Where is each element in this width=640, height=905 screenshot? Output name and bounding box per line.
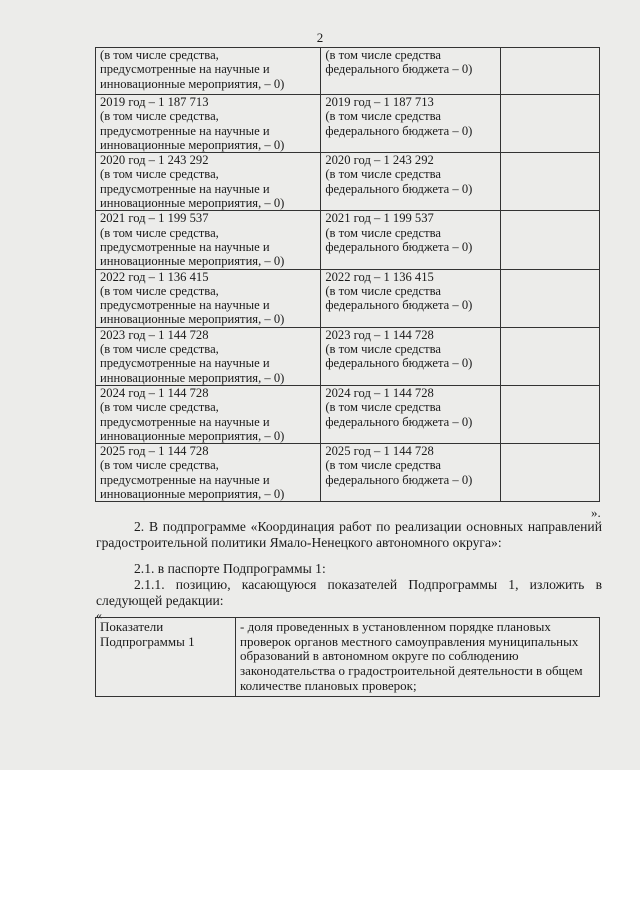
cell-line: 2019 год – 1 187 713 bbox=[100, 95, 209, 109]
cell-line: 2020 год – 1 243 292 bbox=[325, 153, 434, 168]
paragraph-2-1-1: 2.1.1. позицию, касающуюся показателей Подпрограммы 1, изложить в следующей редакции: bbox=[96, 577, 602, 608]
cell-line: инновационные мероприятия, – 0) bbox=[100, 487, 285, 502]
cell-total-funding bbox=[96, 153, 321, 211]
cell-line: федерального бюджета – 0) bbox=[325, 414, 473, 429]
cell-line: (в том числе средства, bbox=[100, 458, 219, 473]
paragraph-subprogram-2: 2. В подпрограмме «Координация работ по реализации основных направлений градостроительной политики Ямало-Ненецкого автономного округа»: bbox=[96, 519, 602, 550]
cell-line: 2024 год – 1 144 728 bbox=[325, 385, 434, 400]
table-row bbox=[96, 211, 600, 269]
cell-line: инновационные мероприятия, – 0) bbox=[100, 137, 285, 152]
cell-line: инновационные мероприятия, – 0) bbox=[100, 428, 285, 443]
indicator-label: Показатели Подпрограммы 1 bbox=[96, 618, 236, 697]
cell-line: (в том числе средства bbox=[325, 225, 441, 240]
cell-line: (в том числе средства bbox=[325, 109, 441, 124]
cell-line: инновационные мероприятия, – 0) bbox=[100, 196, 285, 211]
cell-line: 2022 год – 1 136 415 bbox=[100, 269, 209, 284]
cell-line: инновационные мероприятия, – 0) bbox=[100, 76, 285, 91]
cell-federal-funding bbox=[321, 385, 501, 443]
cell-federal-funding bbox=[321, 211, 501, 269]
cell-line: (в том числе средства, bbox=[100, 225, 219, 240]
cell-line: 2021 год – 1 199 537 bbox=[100, 211, 209, 226]
cell-total-funding bbox=[96, 95, 321, 153]
table-row bbox=[96, 444, 600, 502]
cell-line: 2020 год – 1 243 292 bbox=[100, 153, 209, 168]
table-row bbox=[96, 95, 600, 153]
cell-line: 2021 год – 1 199 537 bbox=[325, 211, 434, 226]
cell-federal-funding bbox=[321, 95, 501, 153]
cell-line: 2022 год – 1 136 415 bbox=[325, 269, 434, 284]
indicator-table bbox=[95, 617, 600, 697]
cell-line: федерального бюджета – 0) bbox=[325, 472, 473, 487]
table-row bbox=[96, 385, 600, 443]
cell-line: (в том числе средства, bbox=[100, 283, 219, 298]
cell-line: 2024 год – 1 144 728 bbox=[100, 385, 209, 400]
cell-line: (в том числе средства bbox=[325, 283, 441, 298]
cell-empty bbox=[501, 153, 600, 211]
table-row bbox=[96, 48, 600, 95]
cell-line: (в том числе средства, bbox=[100, 400, 219, 415]
cell-line: 2025 год – 1 144 728 bbox=[100, 444, 209, 459]
cell-line: федерального бюджета – 0) bbox=[325, 239, 473, 254]
cell-total-funding bbox=[96, 444, 321, 502]
cell-total-funding bbox=[96, 385, 321, 443]
cell-line: (в том числе средства, bbox=[100, 48, 219, 62]
cell-federal-funding bbox=[321, 269, 501, 327]
cell-empty bbox=[501, 385, 600, 443]
cell-line: предусмотренные на научные и bbox=[100, 356, 270, 371]
cell-line: (в том числе средства bbox=[325, 342, 441, 357]
cell-line: (в том числе средства bbox=[325, 458, 441, 473]
cell-line: (в том числе средства bbox=[325, 48, 441, 62]
cell-total-funding bbox=[96, 48, 321, 95]
cell-federal-funding bbox=[321, 48, 501, 95]
opening-quote: « bbox=[96, 608, 102, 622]
cell-line: (в том числе средства bbox=[325, 400, 441, 415]
table-row bbox=[96, 269, 600, 327]
cell-federal-funding bbox=[321, 444, 501, 502]
paragraph-2-1: 2.1. в паспорте Подпрограммы 1: bbox=[134, 561, 326, 576]
cell-line: 2023 год – 1 144 728 bbox=[100, 327, 209, 342]
cell-empty bbox=[501, 48, 600, 95]
indicator-text: - доля проведенных в установленном порядке плановых проверок органов местного самоуправления муниципальных образований в автономном округе по соблюдению законодательства о градостроительной деятельности в общем количестве плановых проверок; bbox=[236, 618, 600, 697]
cell-line: инновационные мероприятия, – 0) bbox=[100, 254, 285, 269]
cell-line: предусмотренные на научные и bbox=[100, 123, 270, 138]
cell-empty bbox=[501, 95, 600, 153]
cell-empty bbox=[501, 211, 600, 269]
cell-empty bbox=[501, 444, 600, 502]
cell-line: 2025 год – 1 144 728 bbox=[325, 444, 434, 459]
cell-line: предусмотренные на научные и bbox=[100, 239, 270, 254]
cell-line: 2023 год – 1 144 728 bbox=[325, 327, 434, 342]
cell-line: федерального бюджета – 0) bbox=[325, 62, 473, 77]
cell-line: инновационные мероприятия, – 0) bbox=[100, 312, 285, 327]
financing-table bbox=[95, 47, 600, 502]
table-row bbox=[96, 327, 600, 385]
cell-line: предусмотренные на научные и bbox=[100, 62, 270, 77]
cell-total-funding bbox=[96, 327, 321, 385]
cell-line: (в том числе средства, bbox=[100, 342, 219, 357]
closing-quote: ». bbox=[591, 505, 601, 520]
indicator-row bbox=[96, 618, 600, 697]
cell-line: федерального бюджета – 0) bbox=[325, 356, 473, 371]
cell-line: инновационные мероприятия, – 0) bbox=[100, 370, 285, 385]
cell-empty bbox=[501, 327, 600, 385]
cell-line: (в том числе средства, bbox=[100, 167, 219, 182]
cell-line: 2019 год – 1 187 713 bbox=[325, 95, 434, 109]
cell-line: предусмотренные на научные и bbox=[100, 181, 270, 196]
cell-line: федерального бюджета – 0) bbox=[325, 181, 473, 196]
cell-total-funding bbox=[96, 269, 321, 327]
cell-total-funding bbox=[96, 211, 321, 269]
cell-line: (в том числе средства, bbox=[100, 109, 219, 124]
cell-line: предусмотренные на научные и bbox=[100, 298, 270, 313]
page-number: 2 bbox=[316, 30, 324, 45]
cell-line: предусмотренные на научные и bbox=[100, 472, 270, 487]
cell-empty bbox=[501, 269, 600, 327]
cell-line: федерального бюджета – 0) bbox=[325, 123, 473, 138]
cell-federal-funding bbox=[321, 327, 501, 385]
cell-line: федерального бюджета – 0) bbox=[325, 298, 473, 313]
cell-line: (в том числе средства bbox=[325, 167, 441, 182]
table-row bbox=[96, 153, 600, 211]
cell-federal-funding bbox=[321, 153, 501, 211]
cell-line: предусмотренные на научные и bbox=[100, 414, 270, 429]
